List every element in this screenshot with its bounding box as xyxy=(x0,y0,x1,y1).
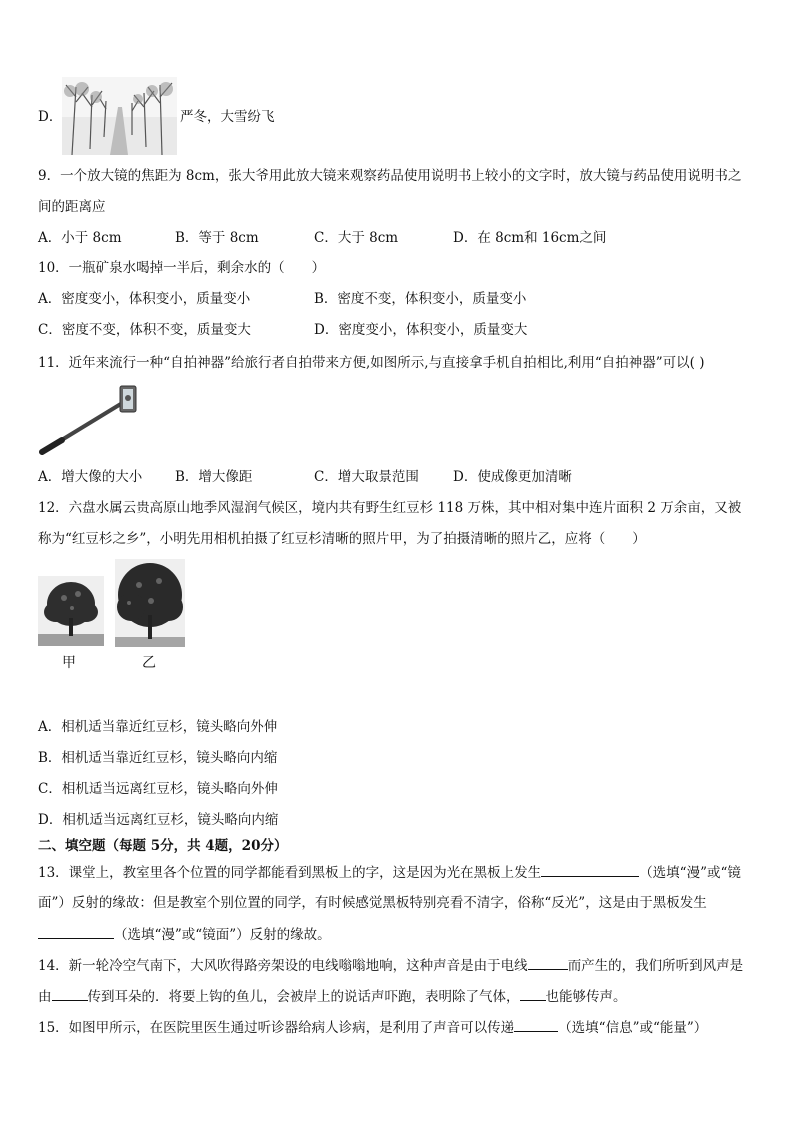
q11-option-d: D．使成像更加清晰 xyxy=(453,469,572,485)
q13-line1 xyxy=(38,862,741,883)
q12-option-b: B．相机适当靠近红豆杉，镜头略向内缩 xyxy=(38,750,278,766)
q13-blank-2[interactable] xyxy=(38,924,114,939)
q8-option-d-text: 严冬，大雪纷飞 xyxy=(180,109,275,125)
section-heading-fill-in: 二、填空题（每题 5分，共 4题，20分） xyxy=(38,838,288,854)
q10-stem: 10．一瓶矿泉水喝掉一半后，剩余水的（ ） xyxy=(38,260,326,276)
q11-option-a: A．增大像的大小 xyxy=(38,469,143,485)
q15-text-1b: （选填“信息”或“能量”） xyxy=(558,1020,708,1036)
q11-option-b: B．增大像距 xyxy=(175,469,253,485)
q15-line1 xyxy=(38,1017,707,1038)
q14-text-1b: 而产生的，我们所听到风声是 xyxy=(567,958,744,974)
q9-option-c: C．大于 8cm xyxy=(314,230,399,246)
q10-option-c: C．密度不变，体积不变，质量变大 xyxy=(38,322,251,338)
q15-text-1a: 15．如图甲所示，在医院里医生通过听诊器给病人诊病，是利用了声音可以传递 xyxy=(38,1020,515,1036)
snow-scene-image xyxy=(62,77,177,155)
q9-stem-line2: 间的距离应 xyxy=(38,199,106,215)
q12-option-c: C．相机适当远离红豆杉，镜头略向外伸 xyxy=(38,781,278,797)
q9-option-a: A．小于 8cm xyxy=(38,230,122,246)
q9-option-b: B．等于 8cm xyxy=(175,230,259,246)
q13-text-1b: （选填“漫”或“镜 xyxy=(639,865,741,881)
q13-blank-1[interactable] xyxy=(541,862,639,877)
tree-photo-b xyxy=(115,559,185,647)
q12-option-a: A．相机适当靠近红豆杉，镜头略向外伸 xyxy=(38,719,278,735)
q14-blank-3[interactable] xyxy=(520,986,546,1001)
q14-text-2b: 传到耳朵的．将要上钩的鱼儿，会被岸上的说话声吓跑，表明除了气体， xyxy=(87,989,520,1005)
q14-line2 xyxy=(38,986,627,1007)
selfie-stick-image xyxy=(36,380,142,458)
q14-text-1a: 14．新一轮冷空气南下，大风吹得路旁架设的电线嗡嗡地响，这种声音是由于电线 xyxy=(38,958,528,974)
q15-blank-1[interactable] xyxy=(514,1017,558,1032)
q10-option-d: D．密度变小，体积变小，质量变大 xyxy=(314,322,528,338)
caption-yi: 乙 xyxy=(142,655,156,671)
q14-blank-1[interactable] xyxy=(528,955,568,970)
q8-option-d-label: D． xyxy=(38,109,63,125)
q14-text-2a: 由 xyxy=(38,989,52,1005)
q14-line1 xyxy=(38,955,743,976)
q13-line3 xyxy=(38,924,331,945)
q10-option-b: B．密度不变，体积变小，质量变小 xyxy=(314,291,527,307)
q13-text-3b: （选填“漫”或“镜面”）反射的缘故。 xyxy=(114,927,331,943)
q12-stem-line1: 12．六盘水属云贵高原山地季风湿润气候区，境内共有野生红豆杉 118 万株，其中相对集中连片面积 2 万余亩，又被 xyxy=(38,500,742,516)
q10-option-a: A．密度变小，体积变小，质量变小 xyxy=(38,291,251,307)
q14-text-2c: 也能够传声。 xyxy=(545,989,627,1005)
q11-stem: 11．近年来流行一种“自拍神器”给旅行者自拍带来方便,如图所示,与直接拿手机自拍相比,利用“自拍神器”可以( ) xyxy=(38,355,705,371)
q13-text-1a: 13．课堂上，教室里各个位置的同学都能看到黑板上的字，这是因为光在黑板上发生 xyxy=(38,865,542,881)
q14-blank-2[interactable] xyxy=(52,986,88,1001)
caption-jia: 甲 xyxy=(62,655,76,671)
q9-option-d: D．在 8cm和 16cm之间 xyxy=(453,230,607,246)
q9-stem-line1: 9．一个放大镜的焦距为 8cm，张大爷用此放大镜来观察药品使用说明书上较小的文字时，放大镜与药品使用说明书之 xyxy=(38,168,742,184)
q13-line2: 面”）反射的缘故：但是教室个别位置的同学，有时候感觉黑板特别亮看不清字，俗称“反光”，这是由于黑板发生 xyxy=(38,895,707,911)
q12-option-d: D．相机适当远离红豆杉，镜头略向内缩 xyxy=(38,812,279,828)
q12-stem-line2: 称为“红豆杉之乡”，小明先用相机拍摄了红豆杉清晰的照片甲，为了拍摄清晰的照片乙，应将（ ） xyxy=(38,531,646,547)
q11-option-c: C．增大取景范围 xyxy=(314,469,419,485)
tree-photo-a xyxy=(38,576,104,646)
